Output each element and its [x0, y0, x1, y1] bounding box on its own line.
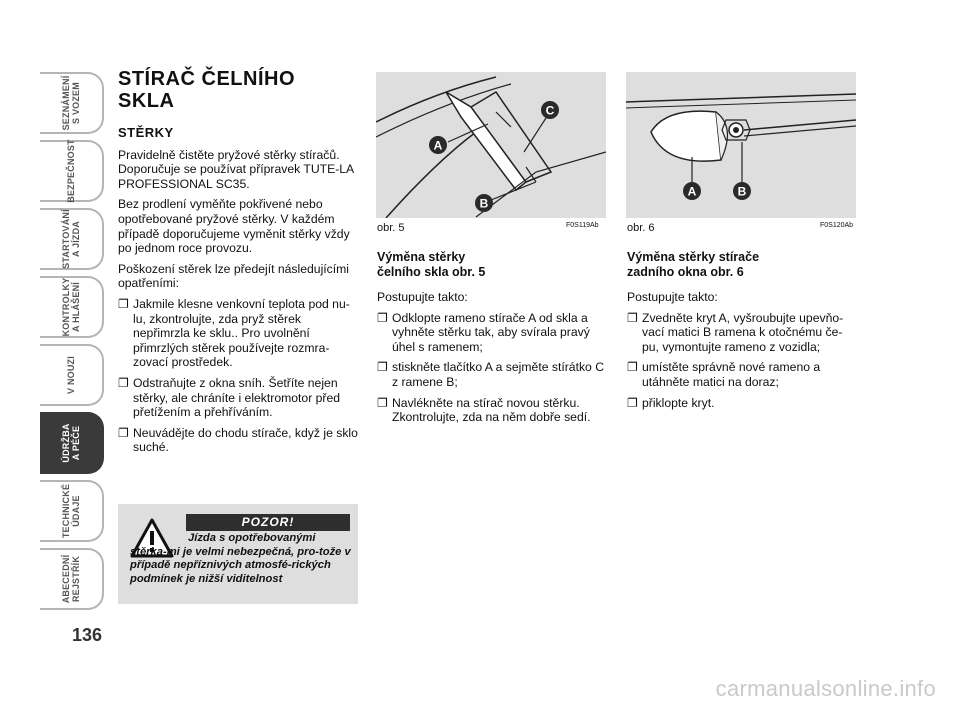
tab-startovani[interactable] [40, 208, 104, 270]
list-item [627, 311, 857, 355]
figure-6-instructions [627, 250, 857, 416]
figure-6-code: F0S120Ab [820, 222, 854, 229]
tab-bezpecnost[interactable] [40, 140, 104, 202]
list-item-text: stiskněte tlačítko A a sejměte stírátko C z ramene B; [392, 360, 605, 389]
warning-box [118, 504, 358, 604]
page-number: 136 [72, 625, 103, 645]
rear-wiper-illustration [626, 72, 856, 218]
checkbox-icon: ❐ [377, 360, 388, 375]
checkbox-icon: ❐ [118, 375, 129, 390]
tab-label: TECHNICKÉ ÚDAJE [61, 483, 81, 539]
warning-title: POZOR! [186, 514, 350, 531]
tab-seznameni[interactable] [40, 72, 104, 134]
tab-label: V NOUZI [66, 356, 76, 394]
instructions-heading: Výměna stěrky čelního skla obr. 5 [377, 250, 486, 279]
list-item-text: Odklopte rameno stírače A od skla a vyhněte stěrku tak, aby svírala pravý úhel s ramenem; [392, 310, 590, 354]
checkbox-icon: ❐ [627, 310, 638, 325]
tips-list [118, 297, 358, 455]
list-item [627, 396, 857, 411]
paragraph: Bez prodlení vyměňte pokřivené nebo opotřebované pryžové stěrky. V každém případě doporučujeme vyměnit stěrky vždy po jednom roce provozu. [118, 197, 350, 256]
wiper-arm-illustration [376, 72, 606, 218]
list-item [118, 376, 358, 420]
tab-label: BEZPEČNOST [66, 139, 76, 203]
checkbox-icon: ❐ [627, 395, 638, 410]
list-item-text: Jakmile klesne venkovní teplota pod nu-lu, zkontrolujte, zda pryž stěrek nepřimrzla ke sklu.. Pro uvolnění přimrzlých stěrek používejte rozmra-zovací prostředek. [133, 296, 350, 370]
figure-6 [626, 72, 856, 218]
watermark: carmanualsonline.info [715, 676, 936, 701]
checkbox-icon: ❐ [377, 310, 388, 325]
figure-5 [376, 72, 606, 218]
instructions-intro: Postupujte takto: [627, 290, 718, 304]
list-item-text: Zvedněte kryt A, vyšroubujte upevňo-vací matici B ramena k otočnému če-pu, vymontujte rameno z vozidla; [642, 310, 844, 354]
checkbox-icon: ❐ [377, 395, 388, 410]
checkbox-icon: ❐ [118, 296, 129, 311]
figure-5-instructions [377, 250, 607, 431]
callout-a: A [433, 138, 443, 153]
paragraph: Poškození stěrek lze předejít následujícími opatřeními: [118, 261, 349, 291]
checkbox-icon: ❐ [627, 360, 638, 375]
callout-b: B [737, 184, 747, 199]
list-item [627, 360, 857, 389]
list-item [377, 396, 607, 425]
steps-list [377, 311, 607, 425]
paragraph: Pravidelně čistěte pryžové stěrky stíračů. Doporučuje se používat přípravek TUTE-LA PROFESSIONAL SC35. [118, 147, 354, 191]
tab-label: ABECEDNÍ REJSTŘÍK [61, 554, 81, 604]
instructions-heading: Výměna stěrky stírače zadního okna obr. 6 [627, 250, 760, 279]
main-column [118, 68, 358, 461]
list-item [118, 297, 358, 370]
figure-5-code: F0S119Ab [566, 222, 599, 229]
tab-udrzba[interactable] [40, 412, 104, 474]
tab-label: KONTROLKY A HLÁŠENÍ [61, 277, 81, 337]
tab-label: SEZNÁMENÍ S VOZEM [61, 75, 81, 131]
figure-6-caption: obr. 6 [627, 222, 655, 234]
tab-v-nouzi[interactable] [40, 344, 104, 406]
list-item-text: Odstraňujte z okna sníh. Šetříte nejen stěrky, ale chráníte i elektromotor před přetížením a přehříváním. [133, 375, 341, 420]
callout-b: B [479, 196, 489, 211]
section-subtitle: STĚRKY [118, 125, 174, 140]
instructions-intro: Postupujte takto: [377, 290, 468, 304]
list-item-text: Neuvádějte do chodu stírače, když je sklo suché. [133, 425, 358, 455]
callout-c: C [545, 103, 555, 118]
tab-kontrolky[interactable] [40, 276, 104, 338]
list-item [118, 426, 358, 455]
tab-label: ÚDRŽBA A PÉČE [61, 423, 81, 463]
list-item-text: přiklopte kryt. [642, 395, 715, 410]
checkbox-icon: ❐ [118, 425, 129, 440]
list-item [377, 311, 607, 355]
figure-5-caption: obr. 5 [377, 222, 405, 234]
list-item [377, 360, 607, 389]
section-title: STÍRAČ ČELNÍHO SKLA [118, 68, 295, 112]
callout-a: A [687, 184, 697, 199]
list-item-text: umístěte správně nové rameno a utáhněte matici na doraz; [642, 360, 821, 389]
warning-text: Jízda s opotřebovanými stěrka-mi je velmi nebezpečná, pro-tože v případě nepříznivých atmosfé-rických podmínek je nižší viditelnost [130, 532, 351, 585]
tab-rejstrik[interactable] [40, 548, 104, 610]
tab-technicke[interactable] [40, 480, 104, 542]
steps-list [627, 311, 857, 411]
tab-label: STARTOVÁNÍ A JÍZDA [61, 209, 81, 269]
list-item-text: Navlékněte na stírač novou stěrku. Zkontrolujte, zda na něm dobře sedí. [392, 395, 591, 425]
